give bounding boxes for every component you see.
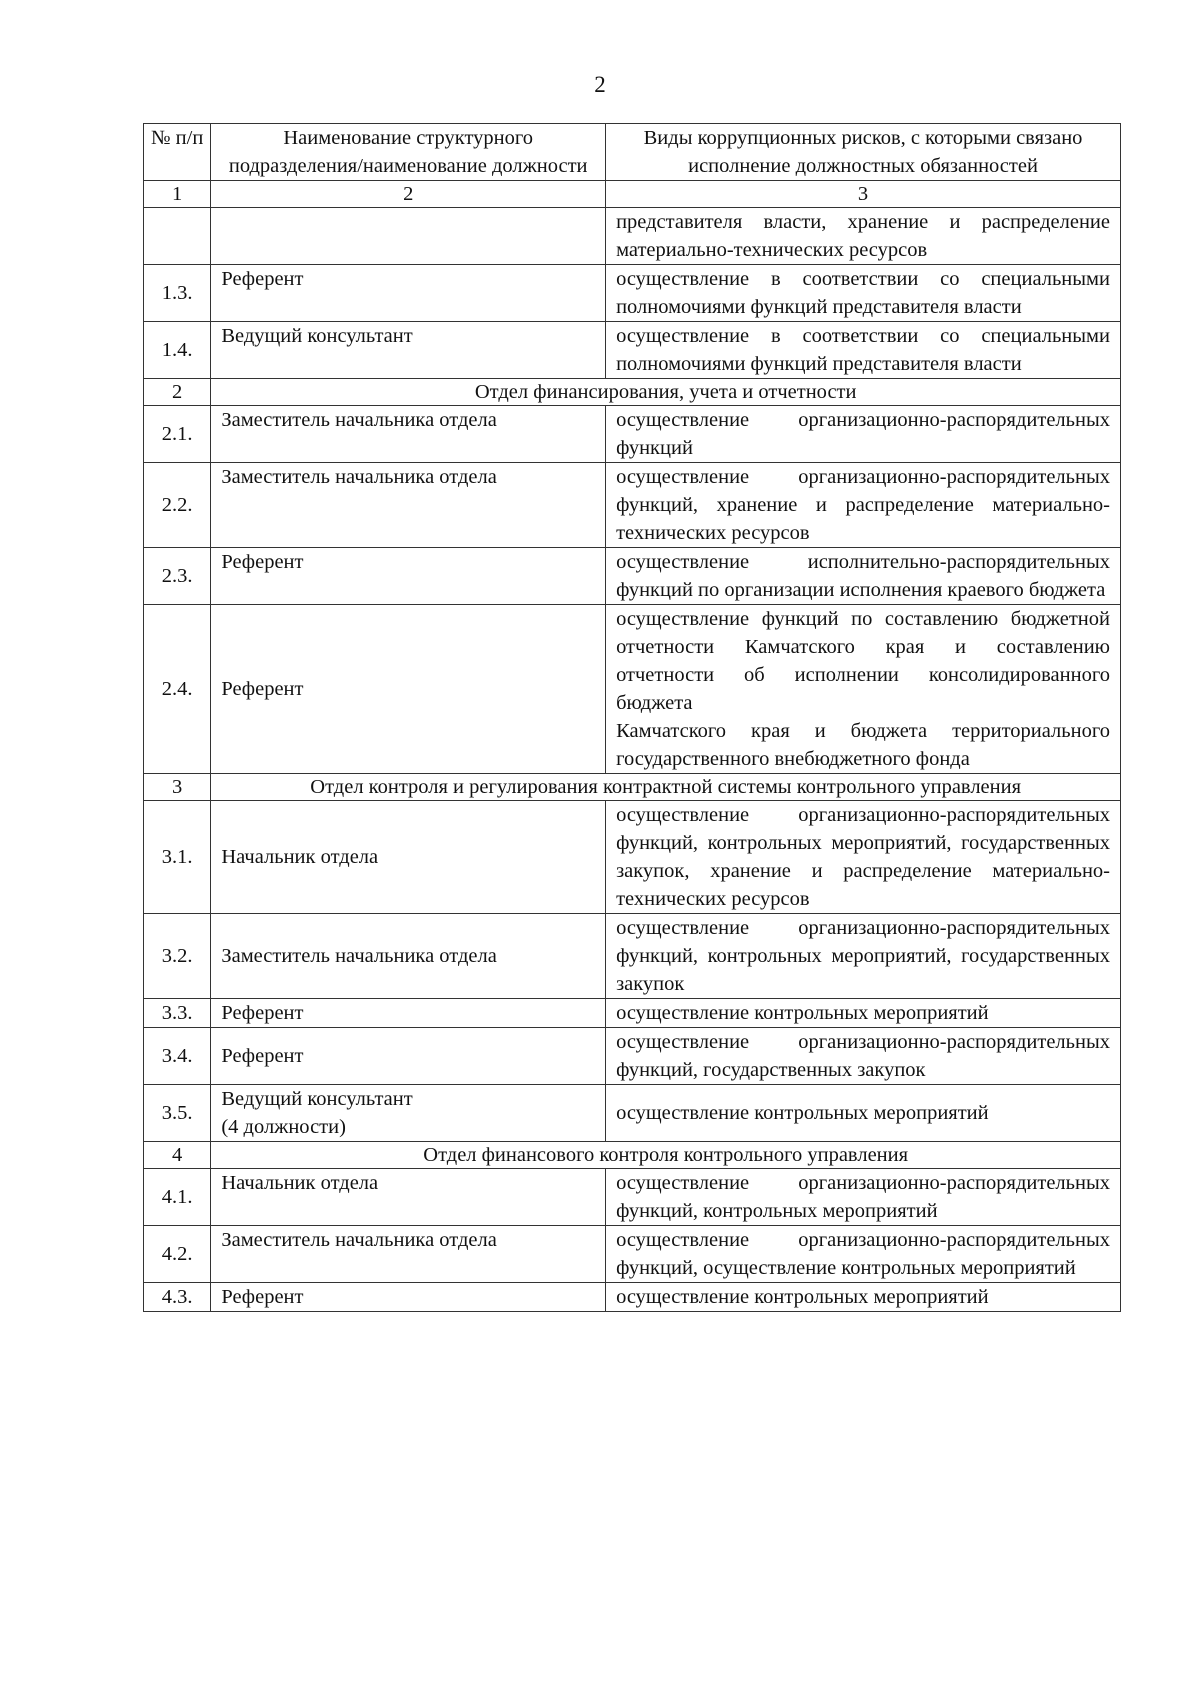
row-risk: представителя власти, хранение и распределение материально-технических ресурсов [606, 208, 1121, 265]
table-row [144, 1085, 1121, 1142]
section-number: 2 [144, 379, 211, 406]
section-title: Отдел контроля и регулирования контрактной системы контрольного управления [211, 774, 1121, 801]
row-number: 1.3. [144, 265, 211, 322]
row-risk-cell [606, 605, 1121, 774]
table-row [144, 406, 1121, 463]
row-position: Начальник отдела [211, 801, 606, 914]
row-number: 3.5. [144, 1085, 211, 1142]
row-number: 3.3. [144, 999, 211, 1028]
row-position: Референт [211, 1028, 606, 1085]
row-risk: осуществление организационно-распорядительных функций, осуществление контрольных мероприятий [606, 1226, 1121, 1283]
section-row [144, 379, 1121, 406]
column-numbers-row [144, 181, 1121, 208]
row-number [144, 208, 211, 265]
row-number: 2.1. [144, 406, 211, 463]
row-risk: осуществление организационно-распорядительных функций, хранение и распределение материально-технических ресурсов [606, 463, 1121, 548]
row-number: 4.2. [144, 1226, 211, 1283]
table-row [144, 322, 1121, 379]
row-number: 1.4. [144, 322, 211, 379]
section-row [144, 1142, 1121, 1169]
row-risk: осуществление организационно-распорядительных функций, контрольных мероприятий [606, 1169, 1121, 1226]
table-row [144, 1226, 1121, 1283]
row-position: Заместитель начальника отдела [211, 406, 606, 463]
row-position: Ведущий консультант [221, 1088, 413, 1110]
header-position: Наименование структурного подразделения/наименование должности [211, 124, 606, 181]
row-risk: осуществление в соответствии со специальными полномочиями функций представителя власти [606, 322, 1121, 379]
table-row [144, 914, 1121, 999]
section-title: Отдел финансирования, учета и отчетности [211, 379, 1121, 406]
table-row [144, 1169, 1121, 1226]
table-row [144, 463, 1121, 548]
table-row [144, 265, 1121, 322]
row-risk: осуществление контрольных мероприятий [606, 1283, 1121, 1312]
row-position: Начальник отдела [211, 1169, 606, 1226]
column-number: 2 [211, 181, 606, 208]
row-risk: осуществление контрольных мероприятий [606, 999, 1121, 1028]
row-risk: осуществление организационно-распорядительных функций, контрольных мероприятий, государственных закупок [606, 914, 1121, 999]
row-risk: осуществление контрольных мероприятий [606, 1085, 1121, 1142]
row-position [211, 208, 606, 265]
row-number: 3.2. [144, 914, 211, 999]
row-number: 2.3. [144, 548, 211, 605]
row-position: Референт [211, 605, 606, 774]
section-row [144, 774, 1121, 801]
table-row [144, 208, 1121, 265]
table-row [144, 1028, 1121, 1085]
row-risk: осуществление организационно-распорядительных функций [606, 406, 1121, 463]
row-position: Заместитель начальника отдела [211, 914, 606, 999]
row-risk-continuation: Камчатского края и бюджета территориального государственного внебюджетного фонда [616, 720, 1110, 770]
table-header-row [144, 124, 1121, 181]
row-position: Заместитель начальника отдела [211, 463, 606, 548]
row-position: Референт [211, 548, 606, 605]
table-row [144, 999, 1121, 1028]
corruption-risk-table [143, 123, 1121, 1312]
row-position: Референт [211, 1283, 606, 1312]
table-row [144, 801, 1121, 914]
row-position-note: (4 должности) [221, 1116, 346, 1138]
row-position: Референт [211, 999, 606, 1028]
section-number: 3 [144, 774, 211, 801]
row-number: 2.2. [144, 463, 211, 548]
column-number: 1 [144, 181, 211, 208]
section-number: 4 [144, 1142, 211, 1169]
row-risk: осуществление исполнительно-распорядительных функций по организации исполнения краевого бюджета [606, 548, 1121, 605]
row-risk: осуществление организационно-распорядительных функций, контрольных мероприятий, государственных закупок, хранение и распределение материально-технических ресурсов [606, 801, 1121, 914]
page-number: 2 [594, 72, 606, 97]
row-number: 4.3. [144, 1283, 211, 1312]
row-number: 3.1. [144, 801, 211, 914]
header-risk-types: Виды коррупционных рисков, с которыми связано исполнение должностных обязанностей [606, 124, 1121, 181]
table-row [144, 1283, 1121, 1312]
header-number: № п/п [144, 124, 211, 181]
row-position: Референт [211, 265, 606, 322]
row-position-cell [211, 1085, 606, 1142]
row-number: 3.4. [144, 1028, 211, 1085]
row-number: 4.1. [144, 1169, 211, 1226]
section-title: Отдел финансового контроля контрольного управления [211, 1142, 1121, 1169]
row-risk: осуществление организационно-распорядительных функций, государственных закупок [606, 1028, 1121, 1085]
row-risk: осуществление функций по составлению бюджетной отчетности Камчатского края и составлению отчетности об исполнении консолидированного бюджета [616, 608, 1110, 714]
table-row [144, 548, 1121, 605]
row-position: Ведущий консультант [211, 322, 606, 379]
table-row [144, 605, 1121, 774]
column-number: 3 [606, 181, 1121, 208]
row-position: Заместитель начальника отдела [211, 1226, 606, 1283]
row-number: 2.4. [144, 605, 211, 774]
row-risk: осуществление в соответствии со специальными полномочиями функций представителя власти [606, 265, 1121, 322]
